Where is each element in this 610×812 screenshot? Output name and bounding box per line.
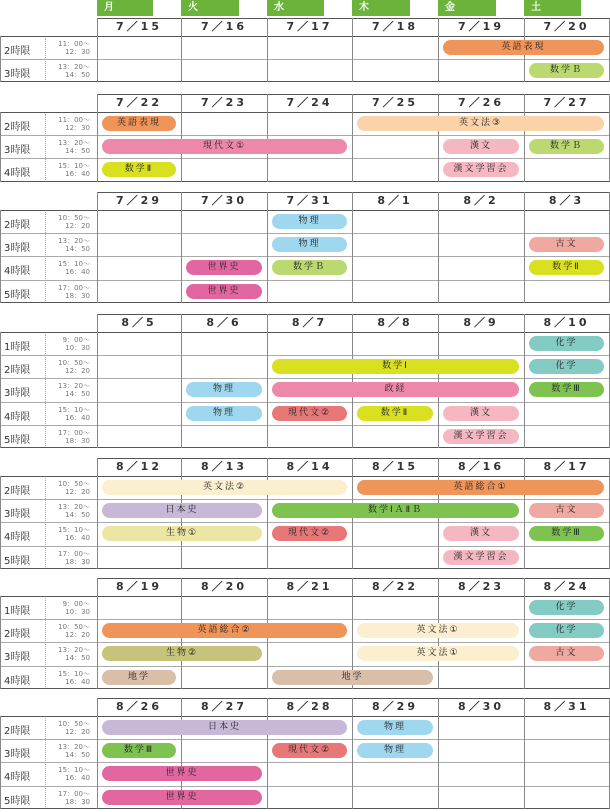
period-time-start: 10：50～ — [58, 623, 90, 632]
period-label: 3時限 — [4, 243, 31, 255]
period-label: 3時限 — [4, 145, 31, 157]
divider — [0, 596, 1, 689]
period-time-end: 14：50 — [65, 245, 90, 254]
period-time-start: 13：20～ — [58, 646, 90, 655]
divider — [0, 447, 609, 448]
divider — [0, 762, 609, 763]
class-pill[interactable]: 漢文学習会 — [443, 162, 519, 177]
date-header: 8／21 — [286, 580, 333, 593]
period-time — [50, 284, 90, 300]
class-pill[interactable]: 古文 — [529, 503, 604, 518]
period-time-end: 10：30 — [65, 608, 90, 616]
period-time-start: 17：00～ — [58, 549, 90, 558]
period-time-end: 16：40 — [65, 413, 90, 422]
class-pill[interactable]: 数学Ⅲ — [529, 382, 604, 397]
period-label: 4時限 — [4, 532, 31, 544]
class-pill[interactable]: 英文法① — [357, 623, 519, 638]
period-time — [50, 720, 90, 736]
period-time — [50, 766, 90, 782]
date-header: 7／31 — [286, 194, 333, 207]
class-pill[interactable]: 地学 — [102, 670, 176, 685]
divider — [0, 808, 609, 809]
period-label: 2時限 — [4, 220, 31, 231]
divider — [181, 314, 182, 448]
period-time-start: 17：00～ — [58, 283, 90, 292]
period-time — [50, 743, 90, 759]
weekday-header: 木 — [352, 0, 410, 16]
class-pill[interactable]: 化学 — [529, 359, 604, 374]
class-pill[interactable]: 数学Ⅰ — [272, 359, 519, 374]
period-time — [50, 116, 90, 132]
period-time-end: 10：30 — [65, 344, 90, 352]
class-pill[interactable]: 現代文② — [272, 743, 347, 758]
divider — [0, 522, 609, 523]
class-pill[interactable]: 現代文② — [272, 526, 347, 541]
period-time-end: 16：40 — [65, 170, 90, 179]
period-time-end: 14：50 — [65, 654, 90, 663]
date-header: 7／16 — [201, 20, 247, 33]
period-time-start: 13：20～ — [58, 743, 90, 752]
date-header: 8／23 — [458, 580, 504, 593]
class-pill[interactable]: 現代文② — [272, 406, 347, 421]
period-label: 5時限 — [4, 434, 31, 446]
class-pill[interactable]: 生物② — [102, 646, 262, 661]
date-header: 8／19 — [116, 580, 162, 593]
period-time-end: 12：20 — [65, 222, 90, 230]
class-pill[interactable]: 日本史 — [102, 503, 262, 518]
period-time — [50, 429, 90, 445]
class-pill[interactable]: 数学Ⅱ — [102, 162, 176, 177]
class-pill[interactable]: 物理 — [272, 237, 347, 252]
date-header: 7／19 — [458, 20, 504, 33]
period-time-start: 15：10～ — [58, 260, 90, 269]
period-time-start: 15：10～ — [58, 766, 90, 775]
class-pill[interactable]: 政経 — [272, 382, 519, 397]
date-header: 7／15 — [116, 20, 162, 33]
date-header: 8／7 — [291, 316, 328, 329]
period-label: 3時限 — [4, 652, 31, 664]
date-header: 8／29 — [372, 700, 418, 713]
period-time-start: 15：10～ — [58, 162, 90, 171]
class-pill[interactable]: 英文法① — [357, 646, 519, 661]
class-pill[interactable]: 化学 — [529, 623, 604, 638]
class-pill[interactable]: 地学 — [272, 670, 433, 685]
period-time-start: 11：00～ — [58, 40, 90, 48]
divider — [0, 786, 609, 787]
date-header: 8／31 — [543, 700, 590, 713]
weekday-header: 水 — [267, 0, 324, 16]
divider — [0, 135, 609, 136]
class-pill[interactable]: 数学Ⅲ — [102, 743, 176, 758]
period-time — [50, 550, 90, 566]
period-time-start: 15：10～ — [58, 526, 90, 535]
period-label: 2時限 — [4, 486, 31, 497]
divider — [0, 181, 609, 182]
class-pill[interactable]: 物理 — [186, 382, 262, 397]
period-time — [50, 382, 90, 398]
period-label: 4時限 — [4, 411, 31, 423]
period-time — [50, 646, 90, 662]
period-time — [50, 790, 90, 806]
period-label: 3時限 — [4, 388, 31, 400]
class-pill[interactable]: 世界史 — [186, 260, 262, 275]
class-pill[interactable]: 古文 — [529, 646, 604, 661]
week-block — [0, 314, 610, 448]
divider — [0, 210, 1, 303]
period-time-start: 11：00～ — [58, 116, 90, 124]
week-block — [0, 18, 610, 82]
date-header: 7／29 — [116, 194, 162, 207]
date-header: 8／17 — [543, 460, 590, 473]
period-time-end: 18：30 — [65, 436, 90, 445]
period-time — [50, 40, 90, 56]
period-time-start: 10：50～ — [58, 480, 90, 488]
period-time-start: 17：00～ — [58, 428, 90, 437]
date-header: 8／5 — [121, 316, 157, 329]
date-header: 8／15 — [372, 460, 418, 473]
period-time-start: 13：20～ — [58, 139, 90, 148]
divider — [45, 478, 46, 567]
divider — [0, 302, 609, 303]
period-time-end: 12：20 — [65, 488, 90, 496]
divider — [0, 112, 1, 182]
divider — [0, 355, 609, 356]
period-time-end: 18：30 — [65, 797, 90, 806]
divider — [0, 36, 609, 37]
period-label: 2時限 — [4, 46, 31, 57]
class-pill[interactable]: 生物① — [102, 526, 262, 541]
period-time — [50, 600, 90, 616]
class-pill[interactable]: 英文法③ — [357, 116, 604, 131]
class-pill[interactable]: 漢文学習会 — [443, 550, 519, 565]
divider — [0, 332, 1, 448]
class-pill[interactable]: 化学 — [529, 336, 604, 351]
date-header: 8／22 — [372, 580, 418, 593]
period-time-start: 10：50～ — [58, 214, 90, 222]
divider — [0, 256, 609, 257]
class-pill[interactable]: 数学Ｂ — [272, 260, 347, 275]
class-pill[interactable]: 世界史 — [102, 766, 262, 781]
period-time-end: 16：40 — [65, 774, 90, 783]
period-label: 1時限 — [4, 606, 31, 617]
divider — [45, 212, 46, 301]
divider — [0, 546, 609, 547]
period-time-end: 16：40 — [65, 534, 90, 543]
date-header: 8／10 — [543, 316, 590, 329]
class-pill[interactable]: 漢文 — [443, 406, 519, 421]
divider — [0, 36, 1, 82]
period-time — [50, 526, 90, 542]
date-header: 8／16 — [458, 460, 504, 473]
period-time-start: 9：00～ — [62, 600, 90, 608]
period-time-start: 13：20～ — [58, 382, 90, 391]
divider — [0, 112, 609, 113]
divider — [0, 59, 609, 60]
period-time-end: 12：20 — [65, 631, 90, 640]
divider — [0, 642, 609, 643]
period-time-start: 10：50～ — [58, 720, 90, 728]
divider — [0, 210, 609, 211]
period-time-start: 17：00～ — [58, 789, 90, 798]
period-label: 4時限 — [4, 772, 31, 784]
date-header: 8／26 — [116, 700, 162, 713]
period-time — [50, 260, 90, 276]
period-label: 2時限 — [4, 726, 31, 737]
class-pill[interactable]: 英文法② — [102, 480, 347, 495]
divider — [0, 619, 609, 620]
class-pill[interactable]: 現代文① — [102, 139, 347, 154]
period-label: 4時限 — [4, 266, 31, 278]
divider — [352, 314, 353, 448]
divider — [0, 666, 609, 667]
period-label: 3時限 — [4, 69, 31, 81]
period-time — [50, 139, 90, 155]
class-pill[interactable]: 数学ⅠＡⅡＢ — [272, 503, 519, 518]
divider — [45, 718, 46, 807]
week-block — [0, 458, 610, 569]
period-label: 2時限 — [4, 365, 31, 377]
class-pill[interactable]: 数学Ｂ — [529, 139, 604, 154]
divider — [0, 568, 609, 569]
date-header: 8／13 — [201, 460, 247, 473]
class-pill[interactable]: 物理 — [357, 720, 433, 735]
date-header: 8／9 — [463, 316, 499, 329]
period-time-end: 16：40 — [65, 677, 90, 686]
period-label: 2時限 — [4, 629, 31, 641]
divider — [438, 314, 439, 448]
divider — [0, 596, 609, 597]
class-pill[interactable]: 数学Ⅱ — [357, 406, 433, 421]
period-time-start: 13：20～ — [58, 63, 90, 72]
week-block — [0, 192, 610, 303]
class-pill[interactable]: 日本史 — [102, 720, 347, 735]
divider — [45, 38, 46, 80]
period-time-end: 14：50 — [65, 511, 90, 520]
period-time-start: 10：50～ — [58, 359, 90, 368]
date-header: 8／1 — [377, 194, 413, 207]
divider — [97, 314, 98, 448]
class-pill[interactable]: 数学Ⅱ — [529, 260, 604, 275]
period-time — [50, 214, 90, 230]
date-header: 8／28 — [286, 700, 333, 713]
weekday-header: 土 — [524, 0, 581, 16]
divider — [0, 233, 609, 234]
divider — [524, 314, 525, 448]
divider — [0, 688, 609, 689]
period-label: 1時限 — [4, 342, 31, 353]
class-pill[interactable]: 世界史 — [102, 790, 262, 805]
period-time — [50, 237, 90, 253]
period-label: 2時限 — [4, 122, 31, 133]
period-time-end: 12：20 — [65, 728, 90, 736]
period-time — [50, 162, 90, 178]
divider — [45, 334, 46, 446]
date-header: 8／14 — [286, 460, 333, 473]
period-time — [50, 63, 90, 79]
date-header: 7／30 — [201, 194, 247, 207]
period-label: 3時限 — [4, 509, 31, 521]
class-pill[interactable]: 英語総合② — [102, 623, 347, 638]
class-pill[interactable]: 漢文 — [443, 526, 519, 541]
class-pill[interactable]: 漢文 — [443, 139, 519, 154]
divider — [45, 114, 46, 180]
date-header: 8／27 — [201, 700, 247, 713]
period-time-end: 14：50 — [65, 751, 90, 760]
period-time-start: 9：00～ — [62, 336, 90, 344]
divider — [0, 402, 609, 403]
weekday-header: 金 — [438, 0, 496, 16]
divider — [0, 425, 609, 426]
date-header: 7／20 — [543, 20, 590, 33]
divider — [0, 739, 609, 740]
divider — [0, 81, 609, 82]
period-time-end: 14：50 — [65, 147, 90, 156]
class-pill[interactable]: 化学 — [529, 600, 604, 615]
period-time-end: 14：50 — [65, 71, 90, 80]
period-label: 4時限 — [4, 675, 31, 687]
period-label: 5時限 — [4, 795, 31, 807]
period-time-end: 16：40 — [65, 268, 90, 277]
divider — [0, 332, 609, 333]
period-time-end: 18：30 — [65, 291, 90, 300]
week-block — [0, 94, 610, 182]
period-time-end: 12：30 — [65, 124, 90, 132]
period-label: 5時限 — [4, 289, 31, 301]
class-pill[interactable]: 英語表現 — [443, 40, 604, 55]
date-header: 8／12 — [116, 460, 162, 473]
period-time-end: 14：50 — [65, 390, 90, 399]
date-header: 7／24 — [286, 96, 333, 109]
class-pill[interactable]: 古文 — [529, 237, 604, 252]
class-pill[interactable]: 英語総合① — [357, 480, 604, 495]
divider — [0, 716, 609, 717]
period-time — [50, 336, 90, 352]
period-time-end: 18：30 — [65, 557, 90, 566]
date-header: 7／25 — [372, 96, 418, 109]
date-header: 8／30 — [458, 700, 504, 713]
period-time-start: 13：20～ — [58, 503, 90, 512]
period-label: 3時限 — [4, 749, 31, 761]
period-time-start: 15：10～ — [58, 405, 90, 414]
date-header: 7／26 — [458, 96, 504, 109]
date-header: 7／27 — [543, 96, 590, 109]
period-time — [50, 503, 90, 519]
date-header: 8／6 — [206, 316, 242, 329]
class-pill[interactable]: 数学Ｂ — [529, 63, 604, 78]
period-time — [50, 359, 90, 375]
date-header: 8／24 — [543, 580, 590, 593]
class-pill[interactable]: 数学Ⅲ — [529, 526, 604, 541]
weekday-header: 火 — [181, 0, 239, 16]
period-time — [50, 480, 90, 496]
divider — [0, 716, 1, 809]
divider — [0, 476, 1, 569]
divider — [0, 158, 609, 159]
class-pill[interactable]: 物理 — [186, 406, 262, 421]
date-header: 7／23 — [201, 96, 247, 109]
week-block — [0, 698, 610, 809]
date-header: 8／20 — [201, 580, 247, 593]
class-pill[interactable]: 英語表現 — [102, 116, 176, 131]
divider — [0, 280, 609, 281]
period-time — [50, 623, 90, 639]
period-time-end: 12：20 — [65, 367, 90, 376]
class-pill[interactable]: 物理 — [357, 743, 433, 758]
divider — [0, 476, 609, 477]
week-block — [0, 578, 610, 689]
period-time-end: 12：30 — [65, 48, 90, 56]
period-time-start: 13：20～ — [58, 237, 90, 246]
date-header: 8／3 — [548, 194, 585, 207]
date-header: 7／22 — [116, 96, 162, 109]
class-pill[interactable]: 物理 — [272, 214, 347, 229]
period-label: 4時限 — [4, 168, 31, 180]
period-label: 5時限 — [4, 555, 31, 567]
class-pill[interactable]: 漢文学習会 — [443, 429, 519, 444]
class-pill[interactable]: 世界史 — [186, 284, 262, 299]
date-header: 8／2 — [463, 194, 499, 207]
date-header: 7／18 — [372, 20, 418, 33]
date-header: 7／17 — [286, 20, 333, 33]
period-time — [50, 670, 90, 686]
divider — [45, 598, 46, 687]
divider — [0, 499, 609, 500]
date-header: 8／8 — [377, 316, 413, 329]
weekday-header: 月 — [97, 0, 153, 16]
period-time — [50, 406, 90, 422]
divider — [267, 314, 268, 448]
period-time-start: 15：10～ — [58, 669, 90, 678]
divider — [0, 378, 609, 379]
